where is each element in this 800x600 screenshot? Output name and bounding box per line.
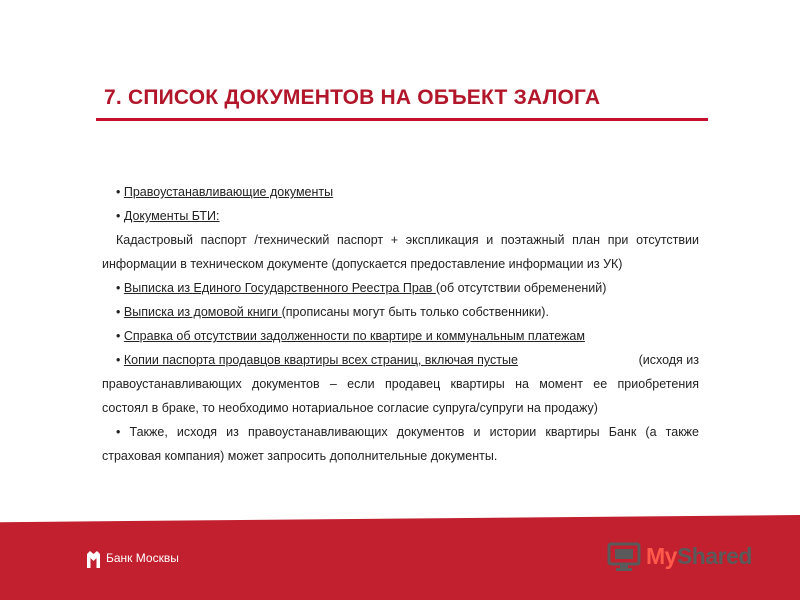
item-description: состоял в браке, то необходимо нотариальное согласие супруга/супруги на продажу) bbox=[102, 401, 598, 415]
watermark-prefix: My bbox=[646, 542, 677, 569]
item-label: Документы БТИ: bbox=[123, 209, 220, 223]
item-label: Справка об отсутствии задолженности по квартире и коммунальным платежам bbox=[123, 329, 585, 343]
bullet: • bbox=[116, 185, 121, 199]
list-item bbox=[102, 300, 699, 324]
bullet: • bbox=[116, 425, 121, 439]
bank-mark-icon bbox=[87, 549, 100, 568]
item-label: Копии паспорта продавцов квартиры всех страниц, включая пустые bbox=[123, 353, 518, 367]
item-label: Правоустанавливающие документы bbox=[123, 185, 334, 199]
bank-logo bbox=[87, 547, 179, 569]
document-list bbox=[102, 180, 699, 468]
bullet: • bbox=[116, 353, 121, 367]
item-description: страховая компания) может запросить дополнительные документы. bbox=[102, 449, 498, 463]
bank-name: Банк Москвы bbox=[106, 551, 179, 565]
list-item bbox=[102, 348, 699, 372]
list-item bbox=[102, 276, 699, 300]
item-note: (прописаны могут быть только собственники). bbox=[281, 305, 549, 319]
item-description: информации в техническом документе (допускается предоставление информации из УК) bbox=[102, 257, 623, 271]
watermark bbox=[606, 537, 752, 575]
item-label: Выписка из Единого Государственного Реестра Прав bbox=[123, 281, 436, 295]
title-divider bbox=[96, 118, 708, 121]
list-item bbox=[102, 324, 699, 348]
bullet: • bbox=[116, 329, 121, 343]
slide-title: 7. СПИСОК ДОКУМЕНТОВ НА ОБЪЕКТ ЗАЛОГА bbox=[104, 86, 601, 109]
watermark-suffix: Shared bbox=[676, 542, 752, 569]
item-text: Также, исходя из правоустанавливающих документов и истории квартиры Банк (а также bbox=[129, 425, 699, 439]
list-item bbox=[102, 204, 699, 228]
item-description: Кадастровый паспорт /технический паспорт + экспликация и поэтажный план при отсутствии bbox=[116, 233, 699, 247]
item-note: (об отсутствии обременений) bbox=[435, 281, 607, 295]
list-item bbox=[102, 420, 699, 444]
bullet: • bbox=[116, 305, 121, 319]
presentation-icon bbox=[606, 538, 642, 574]
item-label: Выписка из домовой книги bbox=[123, 305, 282, 319]
bullet: • bbox=[116, 209, 121, 223]
bullet: • bbox=[116, 281, 121, 295]
item-description: правоустанавливающих документов – если продавец квартиры на момент ее приобретения bbox=[102, 377, 699, 391]
list-item bbox=[102, 180, 699, 204]
item-note: (исходя из bbox=[638, 353, 699, 367]
